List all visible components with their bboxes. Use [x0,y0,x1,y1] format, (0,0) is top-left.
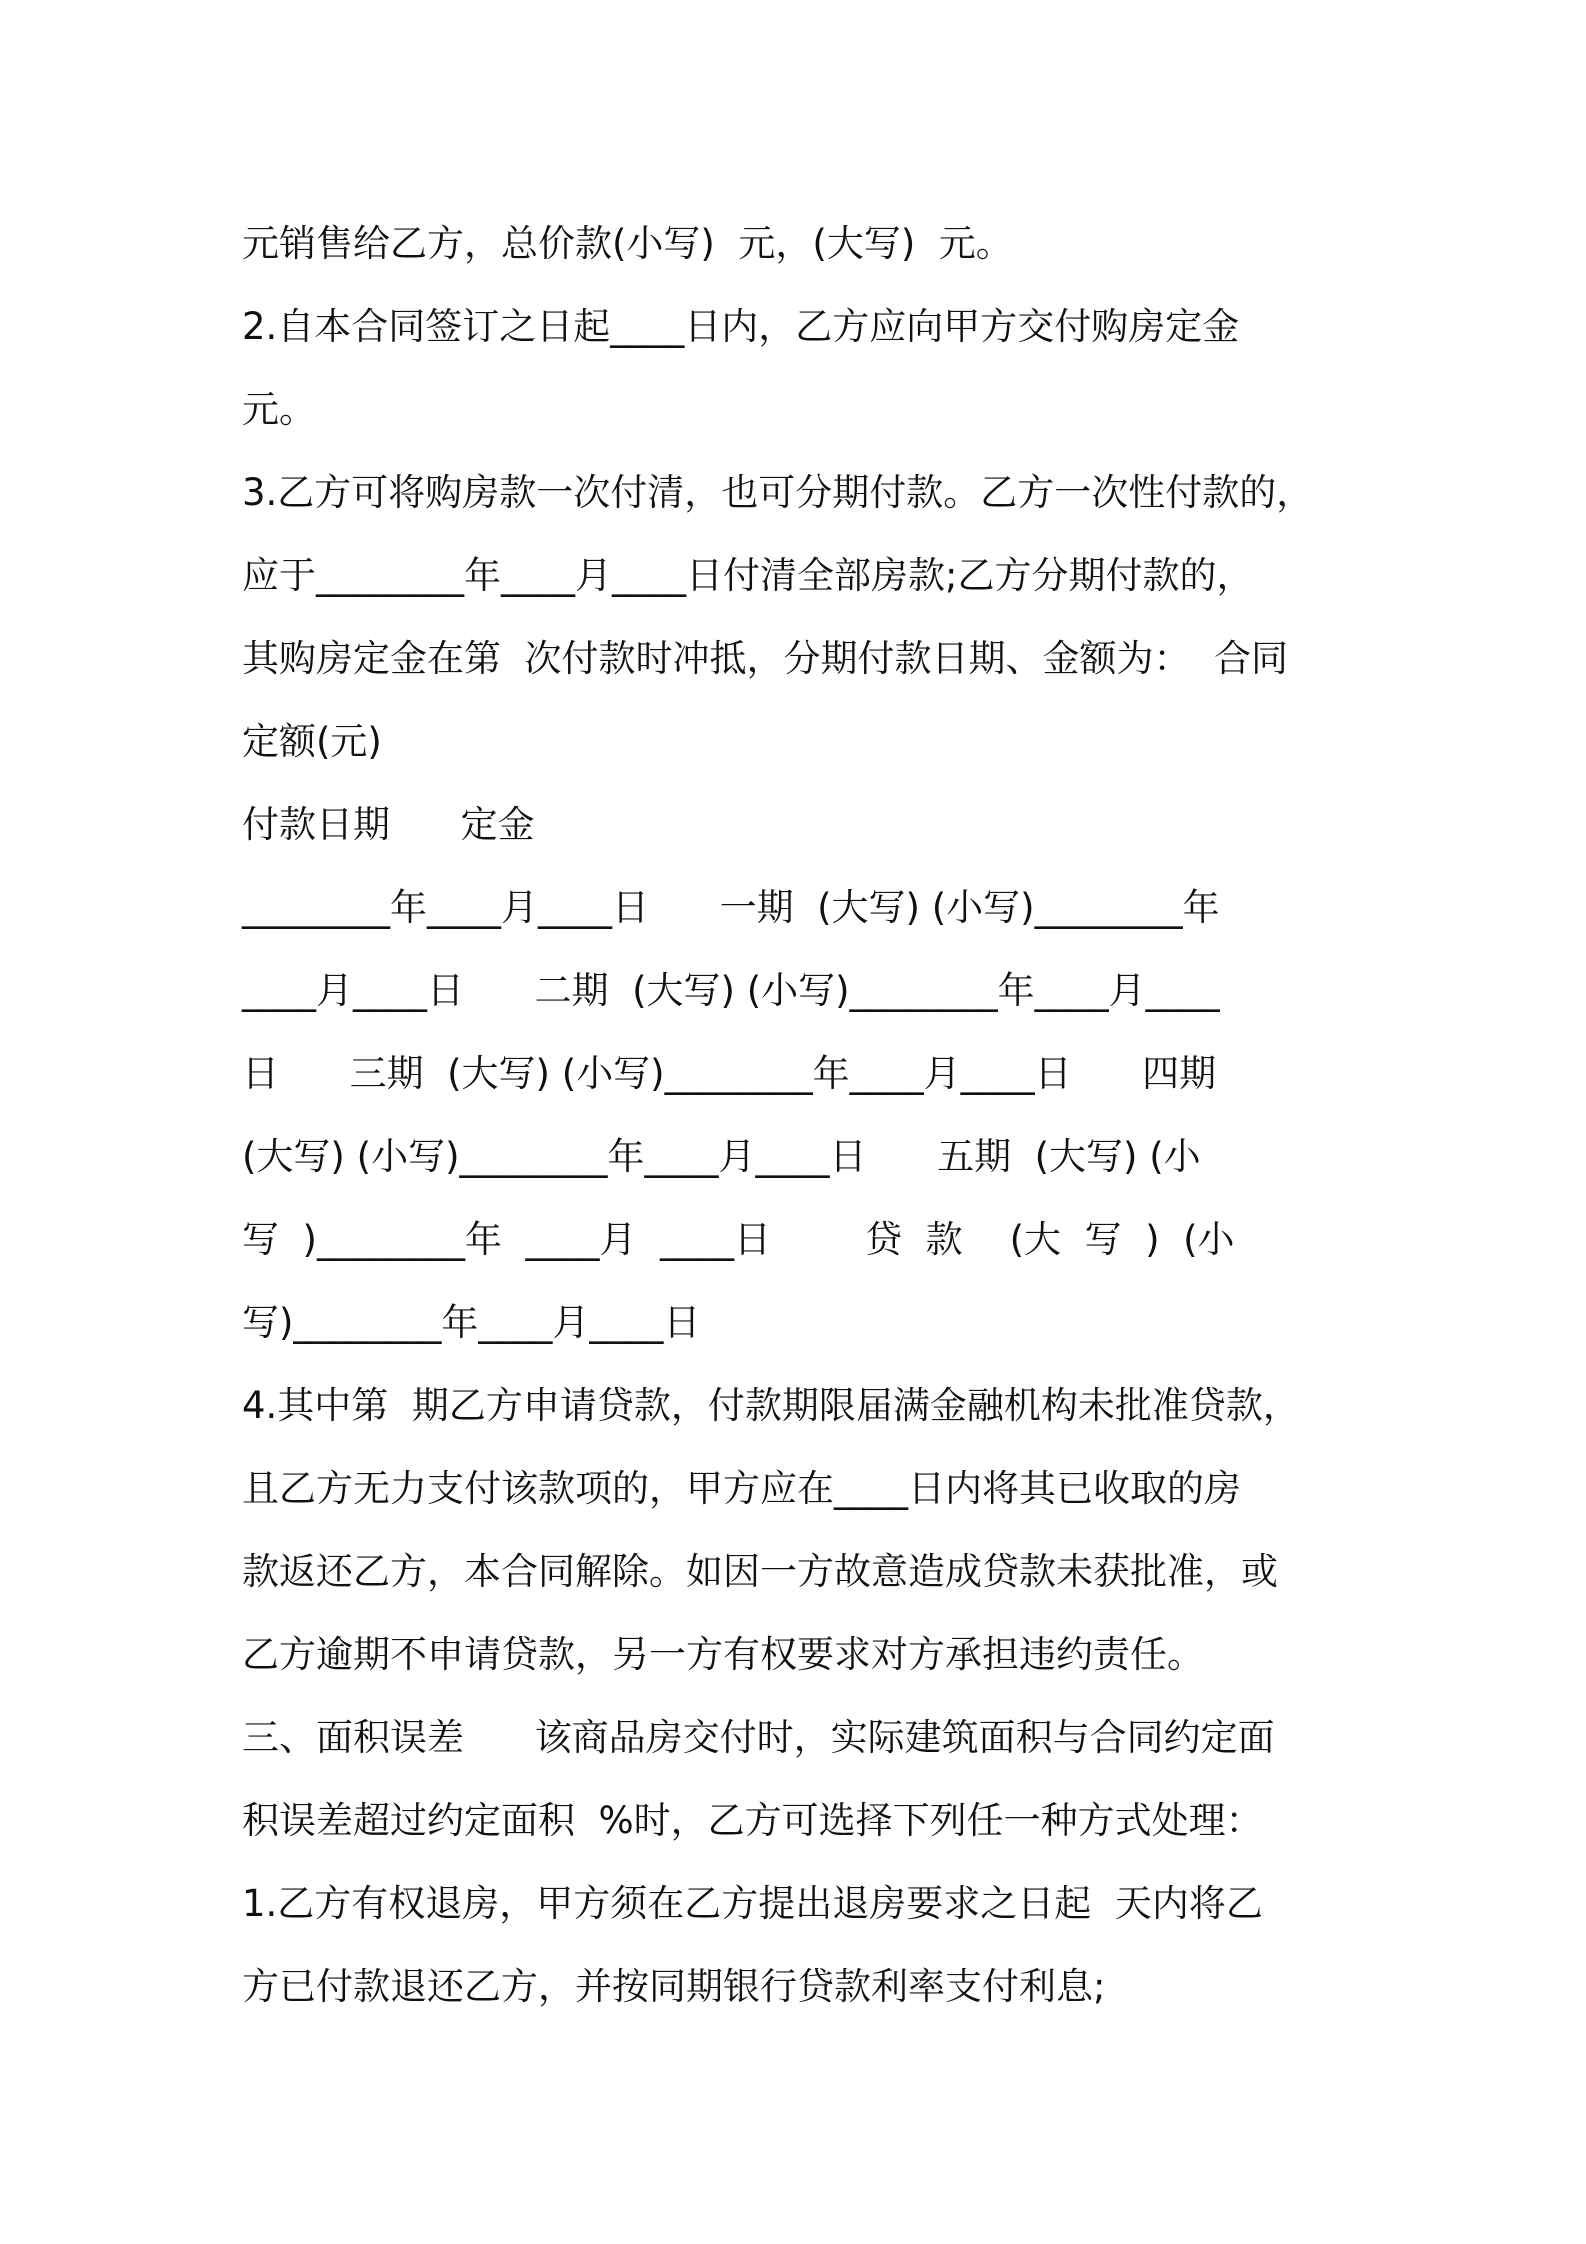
text-line-7: 定额(元) [242,720,382,763]
document-body [242,202,1360,2028]
text-line-1: 元销售给乙方，总价款(小写) 元，(大写) 元。 [242,222,1013,265]
text-line-15: 4.其中第 期乙方申请贷款，付款期限届满金融机构未批准贷款， [242,1384,1300,1427]
text-line-3: 元。 [242,388,316,431]
text-line-5: 应于________年____月____日付清全部房款;乙方分期付款的， [242,554,1254,597]
text-line-4: 3.乙方可将购房款一次付清，也可分期付款。乙方一次性付款的， [242,471,1314,514]
text-line-9: ________年____月____日 一期 (大写) (小写)________年 [242,886,1220,929]
text-line-12: (大写) (小写)________年____月____日 五期 (大写) (小 [242,1135,1201,1178]
text-line-6: 其购房定金在第 次付款时冲抵，分期付款日期、金额为： 合同 [242,637,1289,680]
text-line-8: 付款日期 定金 [242,803,535,846]
text-line-13: 写 )________年 ____月 ____日 贷 款 (大 写 ) (小 [242,1218,1235,1261]
text-line-11: 日 三期 (大写) (小写)________年____月____日 四期 [242,1052,1217,1095]
text-line-14: 写)________年____月____日 [242,1301,701,1344]
text-line-21: 1.乙方有权退房，甲方须在乙方提出退房要求之日起 天内将乙 [242,1882,1263,1925]
text-line-19: 三、面积误差 该商品房交付时，实际建筑面积与合同约定面 [242,1716,1275,1759]
text-line-17: 款返还乙方，本合同解除。如因一方故意造成贷款未获批准，或 [242,1550,1278,1593]
text-line-10: ____月____日 二期 (大写) (小写)________年____月____ [242,969,1220,1012]
text-line-22: 方已付款退还乙方，并按同期银行贷款利率支付利息; [242,1965,1106,2008]
text-line-2: 2.自本合同签订之日起____日内，乙方应向甲方交付购房定金 [242,305,1240,348]
text-line-18: 乙方逾期不申请贷款，另一方有权要求对方承担违约责任。 [242,1633,1204,1676]
text-line-20: 积误差超过约定面积 %时，乙方可选择下列任一种方式处理： [242,1799,1263,1842]
text-line-16: 且乙方无力支付该款项的，甲方应在____日内将其已收取的房 [242,1467,1241,1510]
